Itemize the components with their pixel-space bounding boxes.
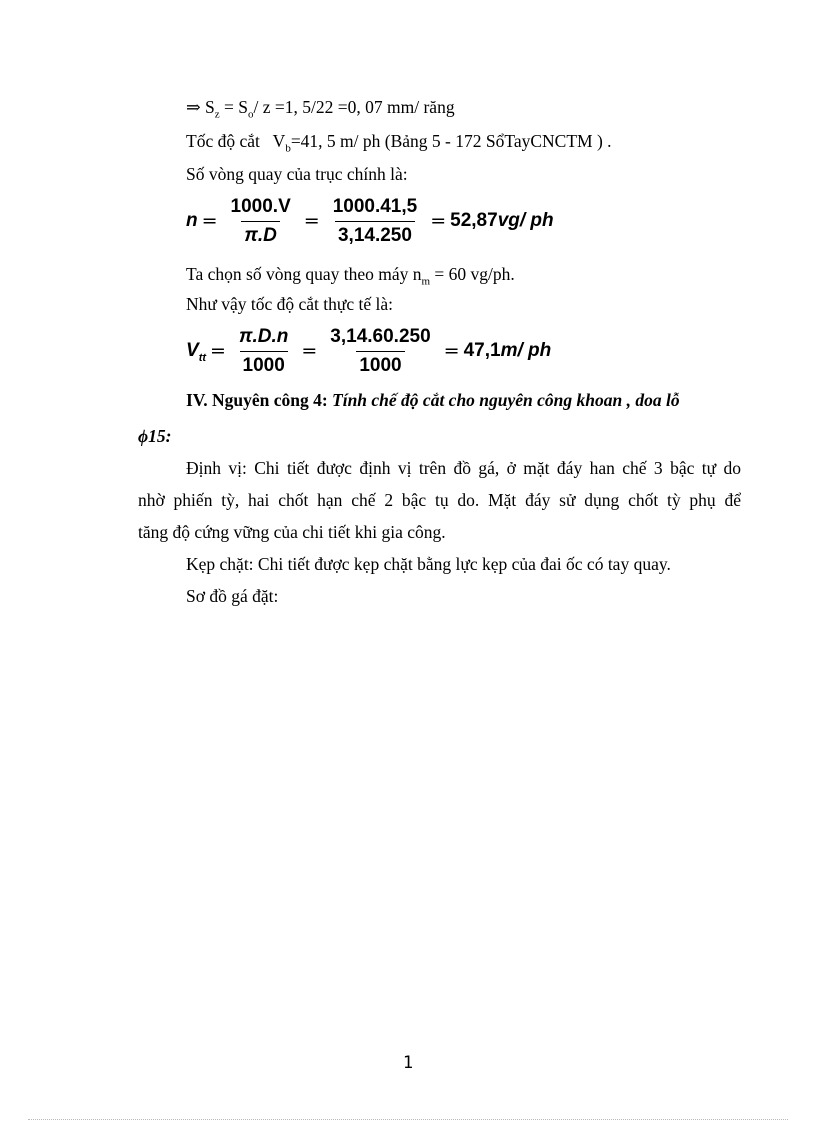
fraction <box>236 326 291 377</box>
numerator-text: 1000.V <box>230 195 291 217</box>
fraction-denominator: 1000 <box>240 351 288 377</box>
formula-lhs <box>186 340 206 362</box>
paragraph-setup-diagram <box>186 585 278 607</box>
page-number <box>0 1053 816 1073</box>
text-fragment: =41, 5 m/ ph (Bảng 5 - 172 SổTayCNCTM ) . <box>290 131 612 151</box>
fraction <box>327 326 433 377</box>
text-fragment: Ta chọn số vòng quay theo máy n <box>186 264 422 284</box>
lhs-subscript: tt <box>198 351 207 364</box>
text-line-chosen-speed <box>186 263 515 288</box>
subscript-o: o <box>248 108 254 121</box>
subscript-z: z <box>214 108 220 121</box>
var-s: S <box>205 97 215 117</box>
subscript-m: m <box>421 275 431 288</box>
text-fragment: = S <box>219 97 249 117</box>
paragraph-text: Định vị: Chi tiết được định vị trên đồ gá, ở mặt đáy han chế 3 bậc tự do <box>186 458 741 478</box>
text-fragment: Số vòng quay của trục chính là: <box>186 164 408 184</box>
fraction-numerator: 3,14.60.250 <box>330 325 431 347</box>
formula-result: 47,1 <box>463 340 501 361</box>
fraction-numerator <box>228 196 294 221</box>
formula-unit: m/ ph <box>500 340 552 361</box>
equals-sign: = <box>301 340 318 362</box>
section-heading-cont <box>138 425 171 447</box>
denominator-text: π.D <box>244 224 277 246</box>
text-fragment: Như vậy tốc độ cắt thực tế là: <box>186 294 394 314</box>
text-line-actual-speed <box>186 293 393 315</box>
fraction-denominator: 3,14.250 <box>335 221 415 247</box>
paragraph-locating-line2 <box>138 489 741 511</box>
text-line-spindle-speed <box>186 163 408 185</box>
paragraph-locating-line3 <box>138 521 446 543</box>
fraction <box>330 196 421 247</box>
formula-result: 52,87 <box>450 210 498 231</box>
section-heading <box>186 389 680 411</box>
formula-spindle-speed <box>186 195 554 247</box>
paragraph-locating-line1 <box>186 457 741 479</box>
fraction-denominator: 1000 <box>356 351 404 377</box>
heading-title-cont: ϕ15: <box>138 426 172 446</box>
fraction <box>228 196 294 247</box>
equals-sign: = <box>303 210 320 232</box>
text-line-cutting-speed <box>186 130 612 155</box>
implies-arrow: ⇒ <box>186 97 201 117</box>
fraction-denominator <box>241 221 280 247</box>
formula-unit: vg/ ph <box>497 210 554 231</box>
paragraph-text: Sơ đồ gá đặt: <box>186 586 279 606</box>
page-bottom-border <box>28 1119 788 1120</box>
equals-sign: = <box>210 340 226 362</box>
equals-sign: = <box>443 340 460 362</box>
formula-lhs: n <box>186 210 198 231</box>
text-fragment: = 60 vg/ph. <box>430 264 515 284</box>
fraction-numerator: 1000.41,5 <box>332 195 418 217</box>
paragraph-text: tăng độ cứng vững của chi tiết khi gia công. <box>138 522 446 542</box>
fraction-numerator: π.D.n <box>238 325 289 347</box>
page-number-text: 1 <box>402 1053 414 1073</box>
lhs-var: V <box>186 340 199 361</box>
heading-label: IV. Nguyên công 4: <box>186 390 333 410</box>
text-fragment: / z =1, 5/22 =0, 07 mm/ răng <box>253 97 455 117</box>
equals-sign: = <box>201 210 218 232</box>
paragraph-text: nhờ phiến tỳ, hai chốt hạn chế 2 bậc tụ do. Mặt đáy sử dụng chốt tỳ phụ để <box>138 490 741 510</box>
paragraph-clamping <box>186 553 671 575</box>
text-line-feed-per-tooth <box>186 96 455 121</box>
heading-title: Tính chế độ cắt cho nguyên công khoan , doa lỗ <box>332 390 680 410</box>
equals-sign: = <box>430 210 447 232</box>
paragraph-text: Kẹp chặt: Chi tiết được kẹp chặt bằng lực kẹp của đai ốc có tay quay. <box>186 554 671 574</box>
text-fragment: Tốc độ cắt V <box>186 131 286 151</box>
formula-actual-speed <box>186 325 551 377</box>
subscript-b: b <box>285 142 291 155</box>
